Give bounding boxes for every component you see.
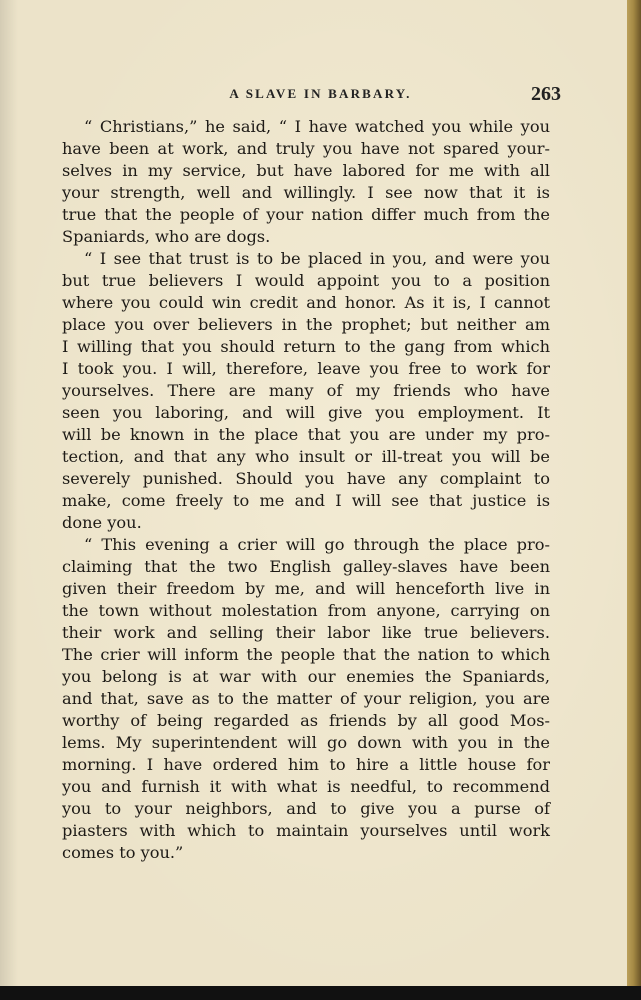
text-line: will be known in the place that you are under my pro- [62,425,550,444]
page-number: 263 [531,83,561,105]
text-line: I took you. I will, therefore, leave you free to work for [62,359,550,378]
scan-border [0,986,641,1000]
text-line: have been at work, and truly you have not spared your- [62,139,550,158]
text-line: “ I see that trust is to be placed in you, and were you [84,249,550,268]
text-line: make, come freely to me and I will see that justice is [62,491,550,510]
text-line: worthy of being regarded as friends by all good Mos- [62,711,550,730]
text-line: you to your neighbors, and to give you a purse of [62,799,550,818]
text-line: I willing that you should return to the gang from which [62,337,550,356]
running-head [0,83,641,106]
text-line: Spaniards, who are dogs. [62,227,271,246]
text-line: seen you laboring, and will give you employment. It [62,403,550,422]
text-line: your strength, well and willingly. I see now that it is [62,183,550,202]
page-edge [627,0,641,1000]
text-line: “ This evening a crier will go through the place pro- [84,535,550,554]
text-line: done you. [62,513,142,532]
text-line: but true believers I would appoint you to a position [62,271,550,290]
text-line: The crier will inform the people that the nation to which [62,645,550,664]
body-text [62,116,550,864]
text-line: you belong is at war with our enemies the Spaniards, [62,667,550,686]
text-line: you and furnish it with what is needful, to recommend [62,777,550,796]
text-line: claiming that the two English galley-slaves have been [62,557,550,576]
text-line: severely punished. Should you have any complaint to [62,469,550,488]
text-line: comes to you.” [62,843,184,862]
text-line: given their freedom by me, and will henceforth live in [62,579,550,598]
paragraph [62,534,550,864]
text-line: yourselves. There are many of my friends who have [62,381,550,400]
text-line: where you could win credit and honor. As it is, I cannot [62,293,550,312]
text-line: piasters with which to maintain yourselves until work [62,821,550,840]
text-line: lems. My superintendent will go down with you in the [62,733,550,752]
text-line: “ Christians,” he said, “ I have watched you while you [84,117,550,136]
text-line: the town without molestation from anyone, carrying on [62,601,550,620]
paragraph [62,116,550,248]
text-line: true that the people of your nation differ much from the [62,205,550,224]
text-line: selves in my service, but have labored for me with all [62,161,550,180]
text-line: their work and selling their labor like true believers. [62,623,550,642]
text-line: place you over believers in the prophet; but neither am [62,315,550,334]
text-line: tection, and that any who insult or ill-treat you will be [62,447,550,466]
running-title: A SLAVE IN BARBARY. [229,86,412,101]
text-line: morning. I have ordered him to hire a little house for [62,755,550,774]
paragraph [62,248,550,534]
text-line: and that, save as to the matter of your religion, you are [62,689,550,708]
